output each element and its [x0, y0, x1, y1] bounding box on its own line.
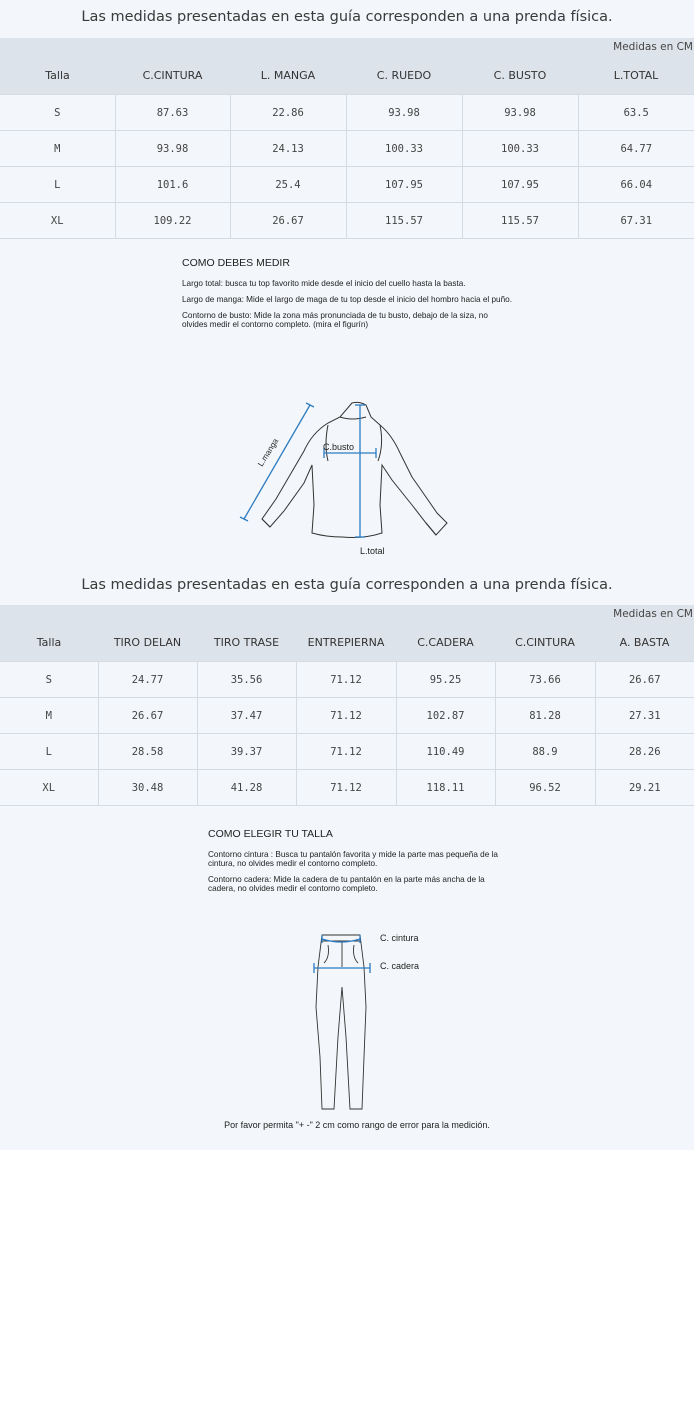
measure-cell: 39.37 — [197, 734, 296, 770]
sleeve-line — [244, 405, 310, 519]
waist-line — [322, 939, 360, 942]
pants-outline — [316, 935, 366, 1109]
measure-cell: 67.31 — [578, 203, 694, 239]
measure-cell: 26.67 — [98, 698, 197, 734]
size-cell: L — [0, 734, 98, 770]
total-label: L.total — [360, 546, 385, 556]
column-header: L.TOTAL — [578, 56, 694, 95]
size-cell: M — [0, 131, 115, 167]
waist-label: C. cintura — [380, 933, 419, 943]
measure-cell: 28.26 — [595, 734, 694, 770]
measure-cell: 41.28 — [197, 770, 296, 806]
guide-paragraph: Largo de manga: Mide el largo de maga de tu top desde el inicio del hombro hacia el puño. — [182, 295, 512, 304]
measure-cell: 93.98 — [462, 95, 578, 131]
unit-label: Medidas en CM — [613, 41, 693, 53]
measure-cell: 25.4 — [230, 167, 346, 203]
measure-cell: 27.31 — [595, 698, 694, 734]
table-row — [0, 734, 694, 770]
column-header: C.CINTURA — [495, 623, 595, 662]
measure-cell: 71.12 — [296, 734, 396, 770]
measure-cell: 37.47 — [197, 698, 296, 734]
measure-cell: 93.98 — [346, 95, 462, 131]
column-header: Talla — [0, 623, 98, 662]
table-row — [0, 662, 694, 698]
measure-cell: 100.33 — [346, 131, 462, 167]
measure-cell: 26.67 — [230, 203, 346, 239]
measure-cell: 63.5 — [578, 95, 694, 131]
top-size-guide — [0, 0, 694, 565]
error-note: Por favor permita "+ -" 2 cm como rango de error para la medición. — [224, 1120, 490, 1130]
measure-cell: 24.77 — [98, 662, 197, 698]
measure-cell: 29.21 — [595, 770, 694, 806]
table-row — [0, 131, 694, 167]
size-cell: XL — [0, 203, 115, 239]
guide-paragraph: Contorno cintura : Busca tu pantalón favorita y mide la parte mas pequeña de la cintura, no olvides medir el contorno completo. — [208, 850, 498, 868]
unit-bar — [0, 38, 694, 56]
measure-cell: 95.25 — [396, 662, 495, 698]
measure-cell: 100.33 — [462, 131, 578, 167]
size-table-pants — [0, 623, 694, 806]
sleeve-label: L.manga — [256, 436, 281, 469]
measure-cell: 71.12 — [296, 698, 396, 734]
column-header: TIRO TRASE — [197, 623, 296, 662]
top-garment-outline — [262, 402, 447, 537]
unit-bar — [0, 605, 694, 623]
column-header: Talla — [0, 56, 115, 95]
column-header: C.CADERA — [396, 623, 495, 662]
table-row — [0, 167, 694, 203]
measure-cell: 71.12 — [296, 770, 396, 806]
measure-cell: 71.12 — [296, 662, 396, 698]
measure-cell: 81.28 — [495, 698, 595, 734]
guide-title: COMO ELEGIR TU TALLA — [208, 828, 333, 840]
pants-figure — [300, 927, 440, 1117]
pants-size-guide — [0, 565, 694, 1150]
unit-label: Medidas en CM — [613, 608, 693, 620]
table-row — [0, 698, 694, 734]
intro-text: Las medidas presentadas en esta guía corresponden a una prenda física. — [81, 9, 613, 25]
guide-paragraph: Contorno cadera: Mide la cadera de tu pantalón en la parte más ancha de la cadera, no olvides medir el contorno completo. — [208, 875, 485, 893]
measure-cell: 102.87 — [396, 698, 495, 734]
size-cell: XL — [0, 770, 98, 806]
measure-cell: 22.86 — [230, 95, 346, 131]
measure-cell: 96.52 — [495, 770, 595, 806]
intro-text: Las medidas presentadas en esta guía corresponden a una prenda física. — [81, 577, 613, 593]
measure-cell: 30.48 — [98, 770, 197, 806]
measure-cell: 109.22 — [115, 203, 230, 239]
measure-cell: 24.13 — [230, 131, 346, 167]
size-instructions — [208, 828, 508, 900]
size-cell: L — [0, 167, 115, 203]
measure-cell: 115.57 — [346, 203, 462, 239]
column-header: ENTREPIERNA — [296, 623, 396, 662]
measure-cell: 118.11 — [396, 770, 495, 806]
bust-label: C.busto — [323, 442, 355, 452]
table-row — [0, 95, 694, 131]
measure-cell: 87.63 — [115, 95, 230, 131]
column-header: A. BASTA — [595, 623, 694, 662]
size-cell: S — [0, 662, 98, 698]
column-header: C.CINTURA — [115, 56, 230, 95]
measure-cell: 115.57 — [462, 203, 578, 239]
hip-label: C. cadera — [380, 961, 420, 971]
measure-instructions — [182, 257, 512, 336]
column-header: C. RUEDO — [346, 56, 462, 95]
column-header: C. BUSTO — [462, 56, 578, 95]
table-row — [0, 203, 694, 239]
measure-cell: 88.9 — [495, 734, 595, 770]
measure-cell: 110.49 — [396, 734, 495, 770]
measure-lines — [240, 403, 376, 537]
size-cell: S — [0, 95, 115, 131]
measure-cell: 28.58 — [98, 734, 197, 770]
size-table-top — [0, 56, 694, 239]
measure-cell: 73.66 — [495, 662, 595, 698]
measure-cell: 107.95 — [346, 167, 462, 203]
guide-paragraph: Contorno de busto: Mide la zona más pronunciada de tu busto, debajo de la siza, no olvides medir el contorno completo. (mira el figurín) — [182, 311, 488, 329]
measure-cell: 35.56 — [197, 662, 296, 698]
table-row — [0, 770, 694, 806]
measure-cell: 93.98 — [115, 131, 230, 167]
guide-title: COMO DEBES MEDIR — [182, 257, 290, 269]
measure-cell: 64.77 — [578, 131, 694, 167]
measure-cell: 66.04 — [578, 167, 694, 203]
measure-cell: 101.6 — [115, 167, 230, 203]
measure-cell: 26.67 — [595, 662, 694, 698]
column-header: TIRO DELAN — [98, 623, 197, 662]
column-header: L. MANGA — [230, 56, 346, 95]
top-garment-figure — [232, 395, 462, 560]
size-cell: M — [0, 698, 98, 734]
measure-cell: 107.95 — [462, 167, 578, 203]
guide-paragraph: Largo total: busca tu top favorito mide desde el inicio del cuello hasta la basta. — [182, 279, 466, 288]
